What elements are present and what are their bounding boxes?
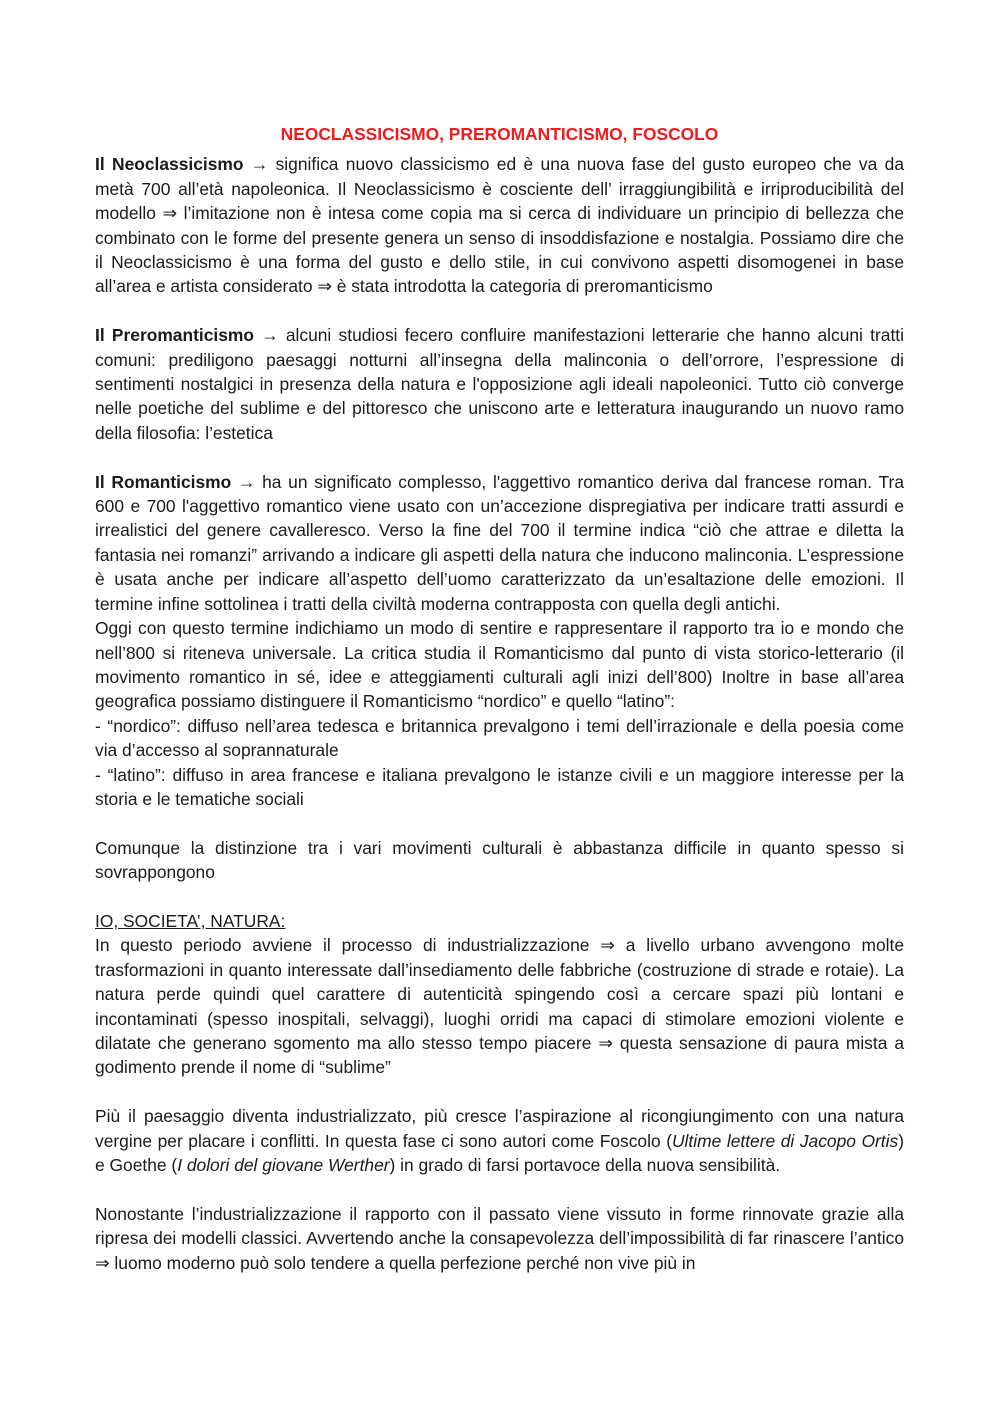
paragraph-text: → significa nuovo classicismo ed è una nuova fase del gusto europeo che va da metà 700 all’età napoleonica. Il Neoclassicismo è cosciente dell’ irraggiungibilità e irriproducibilità del modello ⇒ l’imitazione non è intesa come copia ma si cerca di individuare un principio di bellezza che combinato con le forme del presente genera un senso di insoddisfazione e nostalgia. Possiamo dire che il Neoclassicismo è una forma del gusto e dello stile, in cui convivono aspetti disomogenei in base all’area e artista considerato ⇒ è stata introdotta la categoria di preromanticismo [95,154,904,297]
list-item-nordico: - “nordico”: diffuso nell’area tedesca e britannica prevalgono i temi dell’irrazionale e della poesia come via d’accesso al soprannaturale [95,715,904,761]
paragraph-oggi: Oggi con questo termine indichiamo un modo di sentire e rappresentare il rapporto tra io e mondo che nell’800 si riteneva universale. La critica studia il Romanticismo dal punto di vista storico-letterario (il movimento romantico in sé, idee e atteggiamenti culturali agli inizi dell’800) Inoltre in base all’area geografica possiamo distinguere il Romanticismo “nordico” e quello “latino”: [95,618,904,712]
paragraph-preromanticismo [95,323,904,445]
paragraph-comunque: Comunque la distinzione tra i vari movimenti culturali è abbastanza difficile in quanto spesso si sovrappongono [95,837,904,883]
paragraph-romanticismo [95,470,904,616]
paragraph-text: → alcuni studiosi fecero confluire manifestazioni letterarie che hanno alcuni tratti comuni: prediligono paesaggi notturni all’insegna della malinconia o dell’orrore, l’espressione di sentimenti nostalgici in presenza della natura e l'opposizione agli ideali napoleonici. Tutto ciò converge nelle poetiche del sublime e del pittoresco che uniscono arte e letteratura inaugurando un nuovo ramo della filosofia: l’estetica [95,325,904,443]
term-neoclassicismo: Il Neoclassicismo [95,154,244,175]
paragraph-paesaggio [95,1104,904,1177]
book-title-werther: I dolori del giovane Werther [177,1154,390,1175]
paragraph-text: ) in grado di farsi portavoce della nuova sensibilità. [389,1154,781,1175]
paragraph-neoclassicismo [95,152,904,298]
document-title: NEOCLASSICISMO, PREROMANTICISMO, FOSCOLO [280,124,719,144]
paragraph-nonostante: Nonostante l’industrializzazione il rapporto con il passato viene vissuto in forme rinnovate grazie alla ripresa dei modelli classici. Avvertendo anche la consapevolezza dell’impossibilità di far rinascere l’antico ⇒ luomo moderno può solo tendere a quella perfezione perché non vive più in [95,1203,904,1273]
term-romanticismo: Il Romanticismo [95,471,232,492]
book-title-ortis: Ultime lettere di Jacopo Ortis [671,1130,899,1151]
paragraph-industrializzazione: In questo periodo avviene il processo di industrializzazione ⇒ a livello urbano avvengono molte trasformazioni in quanto interessate dall’insediamento delle fabbriche (costruzione di strade e rotaie). La natura perde quindi quel carattere di autenticità spingendo così a cercare spazi più lontani e incontaminati (spesso inospitali, selvaggi), luoghi orridi ma capaci di stimolare emozioni violente e dilatate che generano sgomento ma allo stesso tempo piacere ⇒ questa sensazione di paura mista a godimento prende il nome di “sublime” [95,935,904,1078]
paragraph-text: Più il paesaggio diventa industrializzato, più cresce l’aspirazione al ricongiungimento con una natura vergine per placare i conflitti. In questa fase ci sono autori come Foscolo ( [95,1106,904,1151]
list-item-latino: - “latino”: diffuso in area francese e italiana prevalgono le istanze civili e un maggiore interesse per la storia e le tematiche sociali [95,764,904,809]
section-heading: IO, SOCIETA’, NATURA: [95,910,286,931]
term-preromanticismo: Il Preromanticismo [95,325,254,346]
paragraph-text: ) e Goethe ( [95,1130,904,1175]
paragraph-text: → ha un significato complesso, l'aggettivo romantico deriva dal francese roman. Tra 600 e 700 l'aggettivo romantico viene usato con un’accezione dispregiativa per indicare tratti assurdi e irrealistici del genere cavalleresco. Verso la fine del 700 il termine indica “ciò che attrae e diletta la fantasia nei romanzi” arrivando a indicare gli aspetti della natura che inducono malinconia. L’espressione è usata anche per indicare all’aspetto dell’uomo caratterizzato da un’esaltazione delle emozioni. Il termine infine sottolinea i tratti della civiltà moderna contrapposta con quella degli antichi. [95,471,904,614]
